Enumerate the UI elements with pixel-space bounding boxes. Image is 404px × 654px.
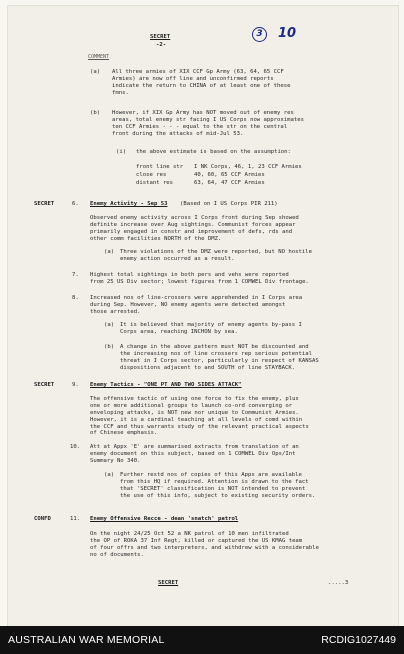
- text-line: no of documents.: [90, 551, 144, 558]
- text-line: dispositions adjacent to and SOUTH of line STAYBACK.: [120, 364, 296, 371]
- text-line: All three armies of XIX CCF Gp Army (63, 64, 65 CCF: [112, 69, 284, 75]
- text-line: the use of this info, subject to existing security orders.: [120, 492, 316, 499]
- section-9-text: [90, 396, 309, 437]
- section-9-number: 9.: [72, 382, 79, 388]
- text-line: those arrested.: [90, 308, 141, 315]
- section-6-a-label: (a): [104, 249, 115, 255]
- text-line: Summary No 340.: [90, 457, 141, 464]
- text-line: from 25 US Div sector; lowest figures from 1 COMWEL Div frontage.: [90, 278, 309, 285]
- text-line: It is believed that majority of enemy agents by-pass I: [120, 322, 302, 328]
- section-10-number: 10.: [70, 444, 81, 450]
- section-11-number: 11.: [70, 516, 81, 522]
- section-9-classification: SECRET: [34, 382, 55, 388]
- para-b-i-label: (i): [116, 149, 127, 155]
- para-b-label: (b): [90, 110, 101, 116]
- text-line: Increased nos of line-crossers were apprehended in I Corps area: [90, 295, 303, 301]
- section-6-number: 6.: [72, 201, 79, 207]
- section-6-a-text: [120, 249, 312, 263]
- continuation-marker: .....3: [328, 580, 349, 586]
- section-8-text: [90, 295, 302, 316]
- classification-bottom: SECRET: [158, 580, 179, 586]
- estimate-label: distant res: [136, 180, 174, 186]
- text-line: However, it is a cardinal teaching at all levels of comd within: [90, 416, 303, 423]
- text-line: definite increase over Aug sightings. Communist forces appear: [90, 221, 296, 228]
- estimate-label: close res: [136, 172, 167, 178]
- text-line: enveloping attacks, is NOT new nor unique to Communist Armies.: [90, 409, 299, 416]
- section-10-a-text: [120, 472, 315, 500]
- para-a-text: [112, 69, 291, 97]
- section-6-classification: SECRET: [34, 201, 55, 207]
- text-line: ten CCF Armies - - - equal to the str on the central: [112, 123, 288, 130]
- text-line: primarily engaged in constr and improvement of defs, rds and: [90, 228, 293, 235]
- handwritten-circled-number: 3: [252, 27, 267, 42]
- section-11-heading: Enemy Offensive Recce - dean 'snatch' patrol: [90, 516, 239, 522]
- archive-record-id: RCDIG1027449: [321, 634, 396, 646]
- text-line: that 'SECRET' classification is NOT intended to prevent: [120, 485, 306, 492]
- text-line: enemy document on this subject, based on 1 COMWEL Div Ops/Int: [90, 450, 296, 457]
- estimate-label: front line str: [136, 164, 184, 170]
- para-b-i-text: the above estimate is based on the assumption:: [136, 149, 291, 155]
- section-9-heading: Enemy Tactics - "ONE PT AND TWO SIDES ATTACK": [90, 382, 242, 388]
- text-line: On the night 24/25 Oct 52 a NK patrol of 10 men infiltrated: [90, 531, 289, 537]
- page-number: -2-: [156, 42, 167, 48]
- text-line: the CCF and thus warrants study of the relevant practical aspects: [90, 423, 309, 430]
- classification-top: SECRET: [150, 34, 171, 40]
- handwritten-page-number: 10: [278, 26, 297, 41]
- estimate-value: 40, 60, 65 CCF Armies: [194, 172, 265, 178]
- archive-name: AUSTRALIAN WAR MEMORIAL: [8, 634, 165, 646]
- section-8-b-text: [120, 344, 319, 372]
- section-11-classification: CONFD: [34, 516, 51, 522]
- para-a-label: (a): [90, 69, 101, 75]
- text-line: the OP of ROKA 37 Inf Regt, killed or captured the US KMAG team: [90, 537, 303, 544]
- text-line: Att at Appx 'E' are summarised extracts from translation of an: [90, 444, 299, 450]
- text-line: from this HQ if required. Attention is drawn to the fact: [120, 478, 309, 485]
- estimate-value: I NK Corps, 46, 1, 23 CCF Armies: [194, 164, 302, 170]
- text-line: one or more additional groups to launch co-ord converging or: [90, 402, 293, 409]
- text-line: The offensive tactic of using one force to fix the enemy, plus: [90, 396, 299, 402]
- text-line: enemy action occurred as a result.: [120, 255, 235, 262]
- section-8-a-label: (a): [104, 322, 115, 328]
- section-6-heading-note: (Based on I US Corps PIR 211): [180, 201, 278, 207]
- text-line: Highest total sightings in both pers and vehs were reported: [90, 272, 289, 278]
- comment-label: COMMENT: [88, 54, 110, 60]
- estimate-value: 63, 64, 47 CCF Armies: [194, 180, 265, 186]
- text-line: front during the attacks of mid-Jul 53.: [112, 130, 244, 137]
- text-line: threat in I Corps sector, particularly in respect of KANSAS: [120, 357, 319, 364]
- section-11-text: [90, 531, 319, 559]
- text-line: areas, total enemy str facing I US Corps now approximates: [112, 116, 304, 123]
- section-7-text: [90, 272, 309, 286]
- text-line: Observed enemy activity across I Corps front during Sep showed: [90, 215, 299, 221]
- text-line: the increasing nos of line crossers rep serious potential: [120, 350, 312, 357]
- section-6-heading: Enemy Activity - Sep 53: [90, 201, 168, 207]
- text-line: during Sep. However, NO enemy agents were detected amongst: [90, 301, 286, 308]
- text-line: other comm facilities NORTH of the DMZ.: [90, 235, 222, 242]
- text-line: of Chinese emphasis.: [90, 430, 158, 437]
- para-b-text: [112, 110, 304, 138]
- section-8-number: 8.: [72, 295, 79, 301]
- archive-footer-bar: [0, 626, 404, 654]
- text-line: fmns.: [112, 89, 129, 96]
- section-8-a-text: [120, 322, 302, 336]
- text-line: indicate the return to CHINA of at least one of these: [112, 82, 291, 89]
- document-page: [8, 6, 398, 626]
- section-10-text: [90, 444, 299, 465]
- section-6-text: [90, 215, 299, 243]
- text-line: However, if XIX Gp Army has NOT moved out of enemy res: [112, 110, 294, 116]
- text-line: of four offrs and two interpreters, and withdrew with a considerable: [90, 544, 320, 551]
- text-line: Corps area, reaching INCHON by sea.: [120, 328, 238, 335]
- text-line: Armies) are now off line and unconfirmed reports: [112, 75, 274, 82]
- section-8-b-label: (b): [104, 344, 115, 350]
- text-line: Further restd nos of copies of this Appx are available: [120, 472, 302, 478]
- text-line: Three violations of the DMZ were reported, but NO hostile: [120, 249, 312, 255]
- section-7-number: 7.: [72, 272, 79, 278]
- text-line: A change in the above pattern must NOT be discounted and: [120, 344, 309, 350]
- section-10-a-label: (a): [104, 472, 115, 478]
